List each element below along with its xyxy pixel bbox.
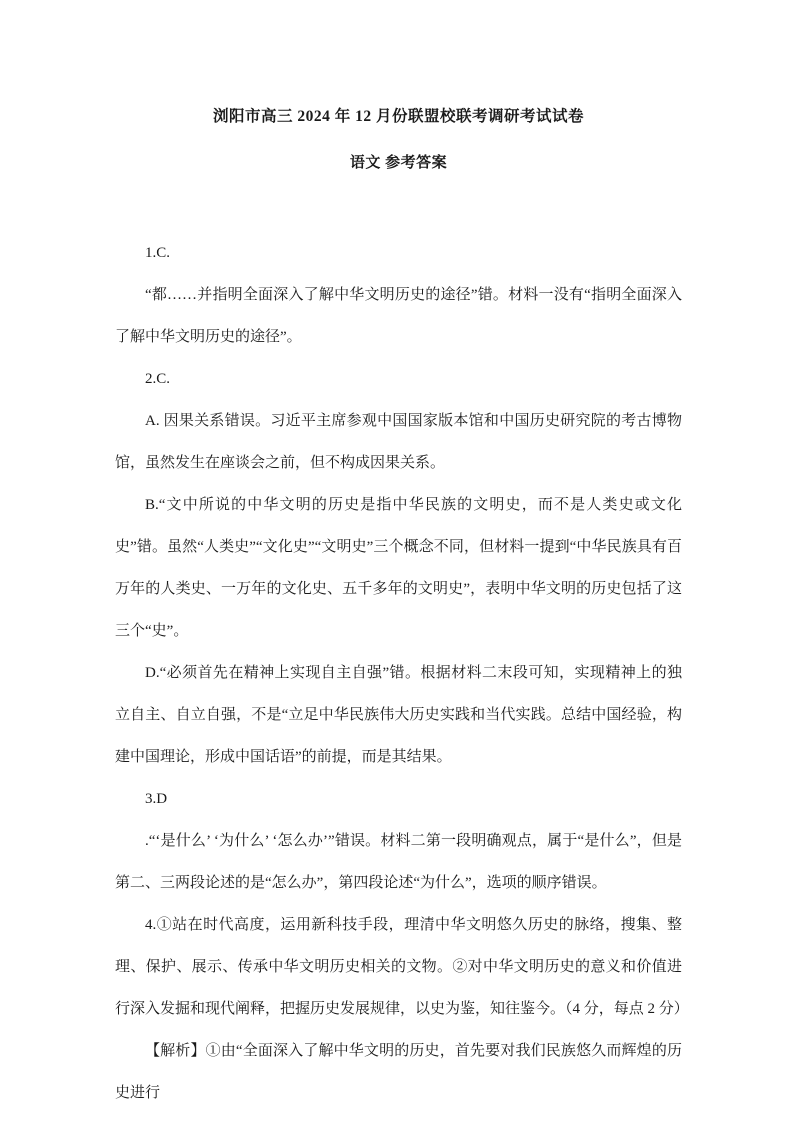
- document-subtitle: 语文 参考答案: [349, 155, 448, 171]
- answer-paragraph: 【解析】①由“全面深入了解中华文明的历史，首先要对我们民族悠久而辉煌的历史进行: [115, 1043, 682, 1101]
- answer-paragraph: 1.C.: [145, 245, 171, 261]
- answer-paragraph: 3.D: [145, 791, 168, 807]
- answer-paragraph: 2.C.: [145, 371, 171, 387]
- answer-body: [115, 232, 689, 1114]
- answer-paragraph: A. 因果关系错误。习近平主席参观中国国家版本馆和中国历史研究院的考古博物馆，虽然发生在座谈会之前，但不构成因果关系。: [115, 413, 682, 471]
- answer-paragraph: B.“文中所说的中华文明的历史是指中华民族的文明史，而不是人类史或文化史”错。虽然“人类史”“文化史”“文明史”三个概念不同，但材料一提到“中华民族具有百万年的人类史、一万年的文化史、五千多年的文明史”，表明中华文明的历史包括了这三个“史”。: [115, 497, 682, 639]
- answer-paragraph: .“‘是什么’ ‘为什么’ ‘怎么办’”错误。材料二第一段明确观点，属于“是什么”，但是第二、三两段论述的是“怎么办”，第四段论述“为什么”，选项的顺序错误。: [115, 833, 682, 891]
- answer-paragraph: “都……并指明全面深入了解中华文明历史的途径”错。材料一没有“指明全面深入了解中华文明历史的途径”。: [115, 287, 682, 345]
- answer-paragraph: D.“必须首先在精神上实现自主自强”错。根据材料二末段可知，实现精神上的独立自主、自立自强，不是“立足中华民族伟大历史实践和当代实践。总结中国经验，构建中国理论，形成中国话语”的前提，而是其结果。: [115, 665, 682, 765]
- answer-paragraph: 4.①站在时代高度，运用新科技手段，理清中华文明悠久历史的脉络，搜集、整理、保护、展示、传承中华文明历史相关的文物。②对中华文明历史的意义和价值进行深入发掘和现代阐释，把握历史发展规律，以史为鉴，知往鉴今。（4 分，每点 2 分）: [115, 917, 689, 1017]
- document-title: 浏阳市高三 2024 年 12 月份联盟校联考调研考试试卷: [212, 108, 584, 125]
